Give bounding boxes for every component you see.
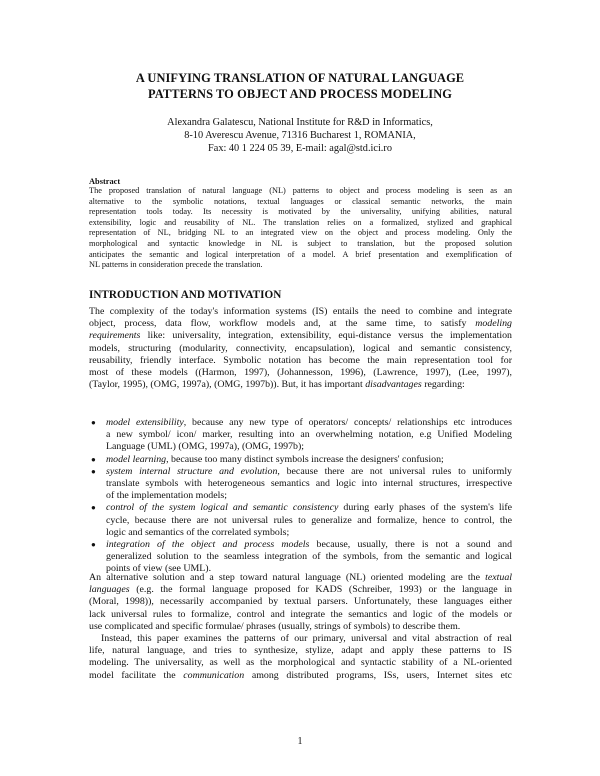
body-italic: languages — [89, 584, 130, 596]
body-text: among distributed programs, ISs, users, Internet sites etc — [244, 669, 512, 681]
body-line: most of these models ((Harmon, 1997), (Johannesson, 1996), (Lawrence, 1997), (Lee, 1997), — [89, 366, 512, 378]
bullet-lead: model learning — [106, 453, 167, 465]
body-text: (Taylor, 1995), (OMG, 1997a), (OMG, 1997b)). But, it has important — [89, 379, 366, 391]
title-line-2: PATTERNS TO OBJECT AND PROCESS MODELING — [148, 86, 452, 101]
bullet-icon: ● — [91, 539, 96, 549]
body-text: , because too many distinct symbols increase the designers' confusion; — [166, 453, 444, 465]
body-line: Language (UML) (OMG, 1997a), (OMG, 1997b); — [106, 441, 305, 453]
body-line: generalized solution to the seamless integration of the symbols, from the semantic and logical — [106, 551, 512, 563]
body-line: translate symbols with heterogeneous semantics and logic into internal structures, irrespective — [106, 477, 512, 489]
bullet-lead: integration of the object and process models — [106, 538, 310, 550]
list-item — [89, 454, 512, 466]
bullet-icon: ● — [91, 466, 96, 476]
body-line: of the implementation models; — [106, 490, 227, 502]
body-text: (e.g. the formal language proposed for KADS (Schreiber, 1993) or the language in — [129, 584, 512, 596]
abstract-line: extensibility, logic and reusability of NL. The translation relies on a formalized, stylized and graphical — [89, 217, 512, 227]
body-line — [89, 572, 512, 584]
list-item — [89, 466, 512, 503]
body-line — [89, 318, 512, 330]
body-text: , because there are not universal rules to uniformly — [277, 465, 512, 477]
body-line: logic and semantics of the correlated symbols; — [106, 526, 290, 538]
body-text: model facilitate the — [89, 669, 184, 681]
body-text: object, process, data flow, workflow models and, at the same time, to satisfy — [89, 318, 476, 330]
body-italic: communication — [183, 669, 245, 681]
list-item — [89, 539, 512, 576]
body-text: , because any new type of operators/ concepts/ relationships etc introduces — [183, 417, 512, 428]
author-affiliation: Alexandra Galatescu, National Institute for R&D in Informatics, — [167, 117, 433, 128]
abstract-line: The proposed translation of natural language (NL) patterns to object and process modeling is seen as an — [89, 186, 512, 195]
body-line: points of view (see UML). — [106, 563, 212, 575]
body-line — [89, 633, 512, 645]
intro-paragraph-1 — [89, 306, 512, 391]
body-line: life, natural language, and tries to synthesize, stylize, adapt and apply these patterns to IS — [89, 645, 512, 657]
body-line: The complexity of the today's information systems (IS) entails the need to combine and integrate — [89, 306, 512, 317]
body-line: models, structuring (modularity, connectivity, encapsulation), logical and semantic consistency, — [89, 342, 512, 354]
abstract-body — [89, 186, 512, 271]
bullet-icon: ● — [91, 454, 96, 464]
bullet-icon: ● — [91, 503, 96, 513]
body-text: regarding: — [421, 379, 465, 391]
bullet-lead: system internal structure and evolution — [106, 465, 278, 477]
author-block — [60, 116, 540, 156]
paper-title — [60, 71, 540, 102]
list-item — [89, 502, 512, 539]
body-text: Instead, this paper examines the patterns of our primary, universal and vital abstraction of real — [101, 633, 512, 644]
abstract-line: representation tools today. Its necessity is motivated by the universality, unifying abilities, natural — [89, 207, 512, 217]
body-line — [106, 454, 512, 466]
abstract-line: morphological and syntactic knowledge in NL is subject to translation, but the proposed solution — [89, 238, 512, 248]
body-line: use complicated and specific formulae/ phrases (usually, strings of symbols) to describe them. — [89, 620, 461, 632]
bullet-lead: model extensibility — [106, 417, 184, 428]
intro-paragraph-3 — [89, 633, 512, 682]
body-line — [106, 539, 512, 551]
body-line: a new symbol/ icon/ marker, resulting into an overwhelming notation, e.g Unified Modeling — [106, 429, 512, 441]
body-line — [106, 502, 512, 514]
body-line — [89, 584, 512, 596]
body-italic: requirements — [89, 330, 141, 342]
body-line — [89, 670, 512, 682]
section-heading: INTRODUCTION AND MOTIVATION — [89, 289, 282, 301]
list-item — [89, 417, 512, 454]
body-line — [89, 330, 512, 342]
body-italic: disadvantages — [365, 379, 422, 391]
body-line — [106, 466, 512, 478]
body-line: cycle, because there are not universal rules to generalize and formalize, hence to control, the — [106, 514, 512, 526]
body-line — [106, 417, 512, 429]
body-text: like: universality, integration, extensibility, equi-distance versus the implementation — [140, 330, 512, 342]
abstract-heading: Abstract — [89, 177, 121, 186]
page-number: 1 — [297, 736, 303, 747]
body-italic: modeling — [475, 318, 512, 330]
abstract-line: NL patterns in consideration precede the translation. — [89, 260, 263, 270]
body-line: lack universal rules to formalize, control and integrate the semantics and logic of the models or — [89, 608, 512, 620]
bullet-lead: control of the system logical and semantic consistency — [106, 502, 339, 514]
abstract-line: anticipates the semantic and logical interpretation of a model. A brief presentation and exemplification of — [89, 249, 512, 259]
body-text: during early phases of the system's life — [338, 502, 512, 514]
body-line: (Moral, 1998)), necessarily accompanied by textual parsers. Unfortunately, these languages either — [89, 596, 512, 608]
body-italic: textual — [485, 572, 512, 583]
body-text: An alternative solution and a step toward natural language (NL) oriented modeling are the — [89, 572, 486, 583]
author-contact: Fax: 40 1 224 05 39, E-mail: agal@std.ici.ro — [208, 143, 392, 155]
author-address: 8-10 Averescu Avenue, 71316 Bucharest 1, ROMANIA, — [184, 130, 416, 142]
intro-paragraph-2 — [89, 572, 512, 633]
body-text: because, usually, there is not a sound and — [309, 538, 512, 550]
body-line — [89, 379, 512, 391]
abstract-line: representation of NL, bridging NL to an integrated view on the object and process modeling. Only the — [89, 228, 512, 238]
disadvantages-list — [89, 417, 512, 575]
body-line: reusability, friendly interface. Symbolic notation has become the main representation tool for — [89, 354, 512, 366]
body-line: modeling. The universality, as well as the morphological and syntactic stability of a NL-oriented — [89, 657, 512, 669]
title-line-1: A UNIFYING TRANSLATION OF NATURAL LANGUAGE — [135, 71, 465, 85]
abstract-line: alternative to the symbolic notations, textual languages or classical semantic networks, the main — [89, 196, 512, 206]
bullet-icon: ● — [91, 418, 96, 427]
